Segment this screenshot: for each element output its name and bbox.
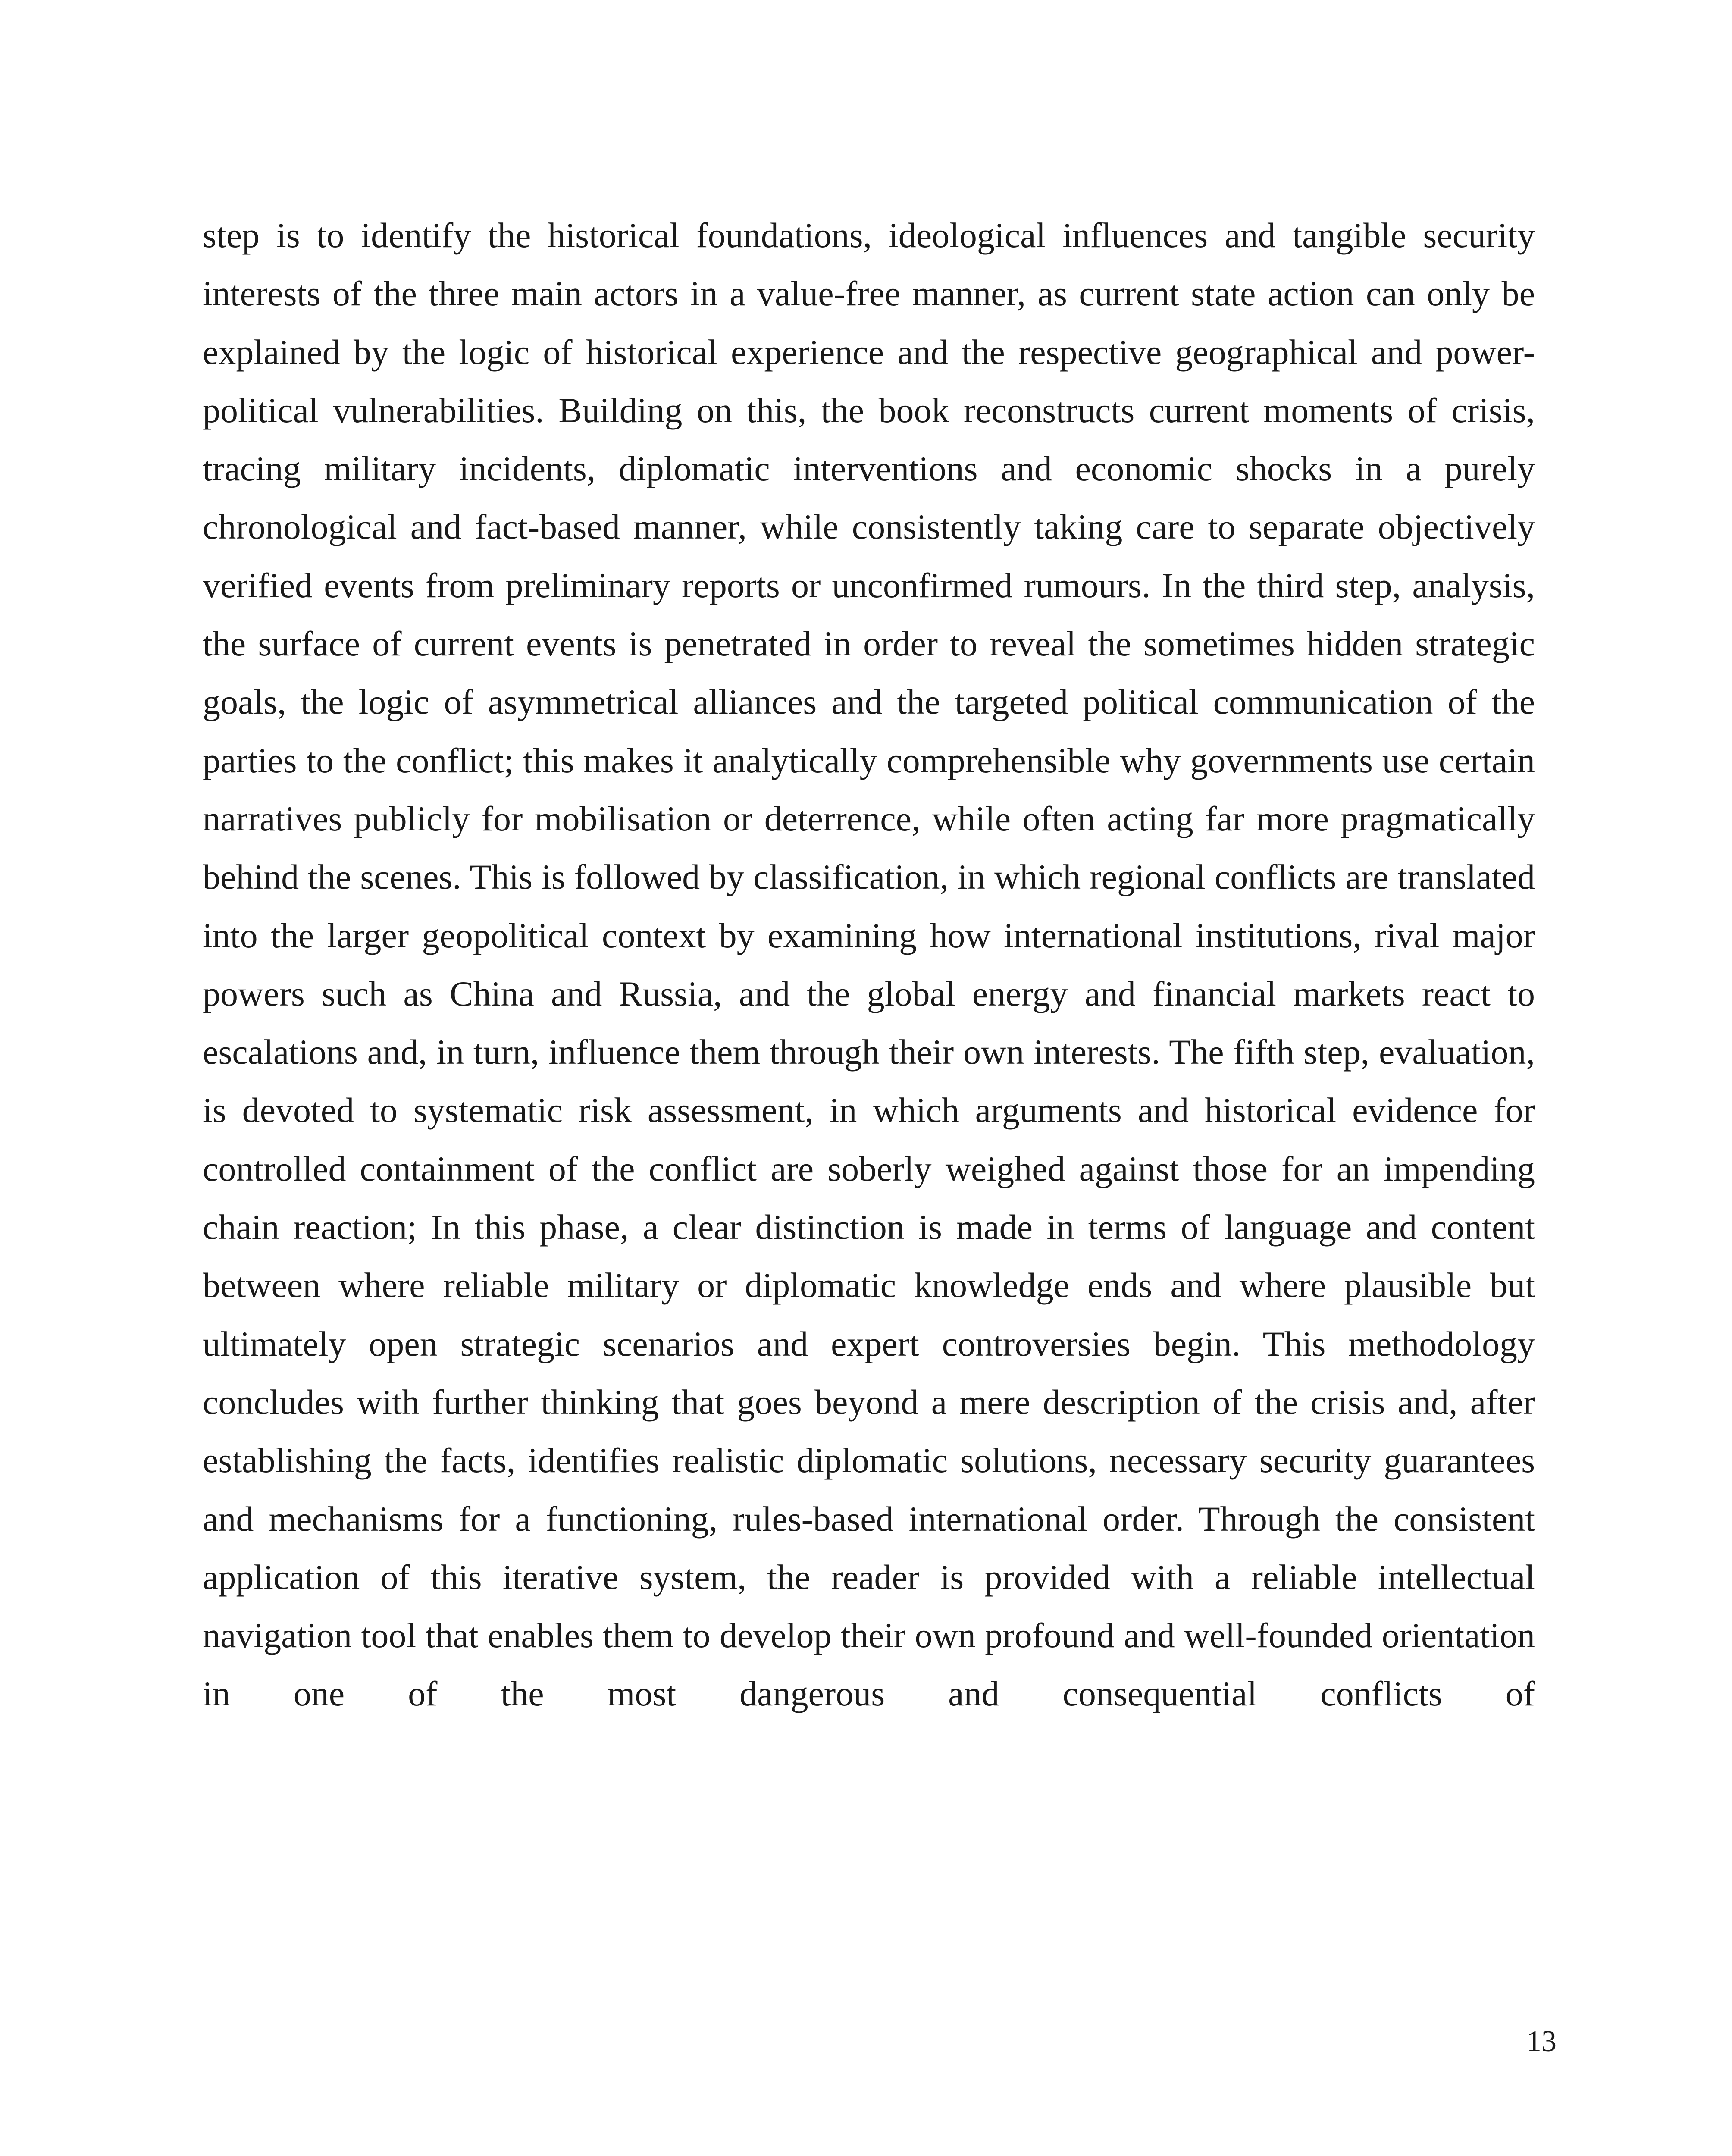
body-paragraph: step is to identify the historical foundations, ideological influences and tangible security interests of the three main actors in a value-free manner, as current state action can only be explained by the logic of historical experience and the respective geographical and power-political vulnerabilities. Building on this, the book reconstructs current moments of crisis, tracing military incidents, diplomatic interventions and economic shocks in a purely chronological and fact-based manner, while consistently taking care to separate objectively verified events from preliminary reports or unconfirmed rumours. In the third step, analysis, the surface of current events is penetrated in order to reveal the sometimes hidden strategic goals, the logic of asymmetrical alliances and the targeted political communication of the parties to the conflict; this makes it analytically comprehensible why governments use certain narratives publicly for mobilisation or deterrence, while often acting far more pragmatically behind the scenes. This is followed by classification, in which regional conflicts are translated into the larger geopolitical context by examining how international institutions, rival major powers such as China and Russia, and the global energy and financial markets react to escalations and, in turn, influence them through their own interests. The fifth step, evaluation, is devoted to systematic risk assessment, in which arguments and historical evidence for controlled containment of the conflict are soberly weighed against those for an impending chain reaction; In this phase, a clear distinction is made in terms of language and content between where reliable military or diplomatic knowledge ends and where plausible but ultimately open strategic scenarios and expert controversies begin. This methodology concludes with further thinking that goes beyond a mere description of the crisis and, after establishing the facts, identifies realistic diplomatic solutions, necessary security guarantees and mechanisms for a functioning, rules-based international order. Through the consistent application of this iterative system, the reader is provided with a reliable intellectual navigation tool that enables them to develop their own profound and well-founded orientation in one of the most dangerous and consequential conflicts of	[203, 216, 1535, 1714]
page-number: 13	[1526, 2025, 1557, 2058]
